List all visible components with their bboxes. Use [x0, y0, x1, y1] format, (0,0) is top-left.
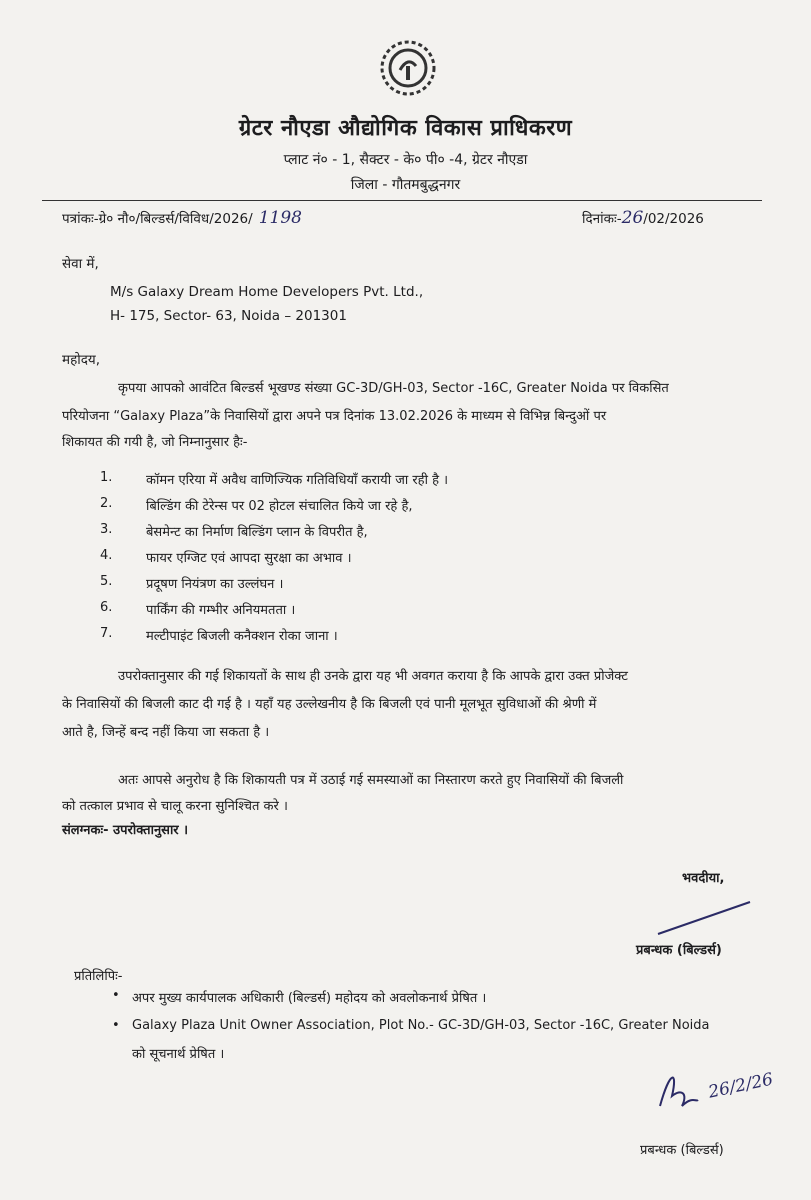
complaint-item	[100, 574, 448, 600]
bullet-icon: •	[112, 1018, 120, 1033]
signatory-designation: प्रबन्धक (बिल्डर्स)	[636, 943, 722, 958]
complaint-number: 4.	[100, 548, 113, 563]
complaint-text: पार्किंग की गम्भीर अनियमतता ।	[146, 603, 296, 618]
complaint-item	[100, 626, 448, 652]
authority-logo-icon	[376, 36, 440, 100]
complaint-number: 1.	[100, 470, 113, 485]
organization-name: ग्रेटर नौएडा औद्योगिक विकास प्राधिकरण	[238, 116, 573, 141]
date-month-year: /02/2026	[643, 211, 704, 227]
complaint-number: 7.	[100, 626, 113, 641]
para2-line-3: आते है, जिन्हें बन्द नहीं किया जा सकता है ।	[62, 725, 270, 740]
para2-line-2: के निवासियों की बिजली काट दी गई है । यहाँ यह उल्लेखनीय है कि बिजली एवं पानी मूलभूत सुविधाओं की श्रेणी में	[62, 697, 597, 712]
intro-line-2: परियोजना “Galaxy Plaza”के निवासियों द्वारा अपने पत्र दिनांक 13.02.2026 के माध्यम से विभिन्न बिन्दुओं पर	[62, 409, 607, 424]
complaint-item	[100, 548, 448, 574]
intro-line-1: कृपया आपको आवंटित बिल्डर्स भूखण्ड संख्या GC-3D/GH-03, Sector -16C, Greater Noida पर विकसित	[118, 381, 669, 396]
greeting: महोदय,	[62, 352, 101, 368]
signature-stroke-icon	[654, 898, 754, 938]
para3-line-2: को तत्काल प्रभाव से चालू करना सुनिश्चित करे ।	[62, 799, 288, 814]
salutation-to: सेवा में,	[62, 256, 99, 272]
complaint-text: बिल्डिंग की टेरेन्स पर 02 होटल संचालित किये जा रहे है,	[146, 499, 413, 514]
complaint-text: प्रदूषण नियंत्रण का उल्लंघन ।	[146, 577, 284, 592]
letter-date	[582, 208, 704, 228]
copy-to-list	[112, 988, 710, 1040]
recipient-company: M/s Galaxy Dream Home Developers Pvt. Ltd.,	[110, 284, 424, 300]
complaint-number: 5.	[100, 574, 113, 589]
recipient-address: H- 175, Sector- 63, Noida – 201301	[110, 308, 347, 324]
complaint-text: फायर एग्जिट एवं आपदा सुरक्षा का अभाव ।	[146, 551, 352, 566]
copy-to-item-text: Galaxy Plaza Unit Owner Association, Plot No.- GC-3D/GH-03, Sector -16C, Greater Noida	[132, 1018, 710, 1033]
complaint-text: मल्टीपाइंट बिजली कनैक्शन रोका जाना ।	[146, 629, 338, 644]
complaint-item	[100, 600, 448, 626]
copy-to-label: प्रतिलिपिः-	[74, 969, 123, 984]
complaint-item	[100, 496, 448, 522]
para3-line-1: अतः आपसे अनुरोध है कि शिकायती पत्र में उठाई गई समस्याओं का निस्तारण करते हुए निवासियों की बिजली	[118, 773, 624, 788]
enclosure-note: संलग्नकः- उपरोक्तानुसार ।	[62, 823, 189, 838]
intro-line-3: शिकायत की गयी है, जो निम्नानुसार हैः-	[62, 435, 248, 450]
complaint-number: 2.	[100, 496, 113, 511]
para2-line-1: उपरोक्तानुसार की गई शिकायतों के साथ ही उनके द्वारा यह भी अवगत कराया है कि आपके द्वारा उक्त प्रोजेक्ट	[118, 669, 628, 684]
initials-signature-icon	[652, 1066, 702, 1116]
complaint-number: 3.	[100, 522, 113, 537]
complaint-text: कॉमन एरिया में अवैध वाणिज्यिक गतिविधियाँ करायी जा रही है ।	[146, 473, 449, 488]
copy-to-item	[112, 988, 710, 1018]
closing-text: भवदीया,	[682, 871, 725, 886]
bullet-icon: •	[112, 988, 120, 1003]
reference-handwritten-number: 1198	[258, 208, 302, 228]
complaint-number: 6.	[100, 600, 113, 615]
copy-to-item-text: अपर मुख्य कार्यपालक अधिकारी (बिल्डर्स) महोदय को अवलोकनार्थ प्रेषित ।	[132, 991, 487, 1006]
copy-to-item	[112, 1018, 710, 1040]
organization-address: प्लाट नं० - 1, सैक्टर - के० पी० -4, ग्रेटर नौएडा	[283, 152, 528, 168]
copy-signatory-designation: प्रबन्धक (बिल्डर्स)	[640, 1143, 724, 1158]
complaint-text: बेसमेन्ट का निर्माण बिल्डिंग प्लान के विपरीत है,	[146, 525, 368, 540]
date-label: दिनांकः-	[582, 211, 622, 227]
signature-date: 26/2/26	[706, 1069, 775, 1103]
complaints-list	[100, 470, 448, 652]
copy-to-item-2-line-2: को सूचनार्थ प्रेषित ।	[132, 1047, 225, 1062]
reference-number	[62, 208, 302, 228]
header-divider	[42, 200, 762, 201]
complaint-item	[100, 470, 448, 496]
organization-district: जिला - गौतमबुद्धनगर	[350, 177, 461, 193]
reference-label: पत्रांकः-ग्रे० नौ०/बिल्डर्स/विविध/2026/	[62, 211, 253, 227]
date-handwritten-day: 26	[621, 208, 644, 228]
complaint-item	[100, 522, 448, 548]
